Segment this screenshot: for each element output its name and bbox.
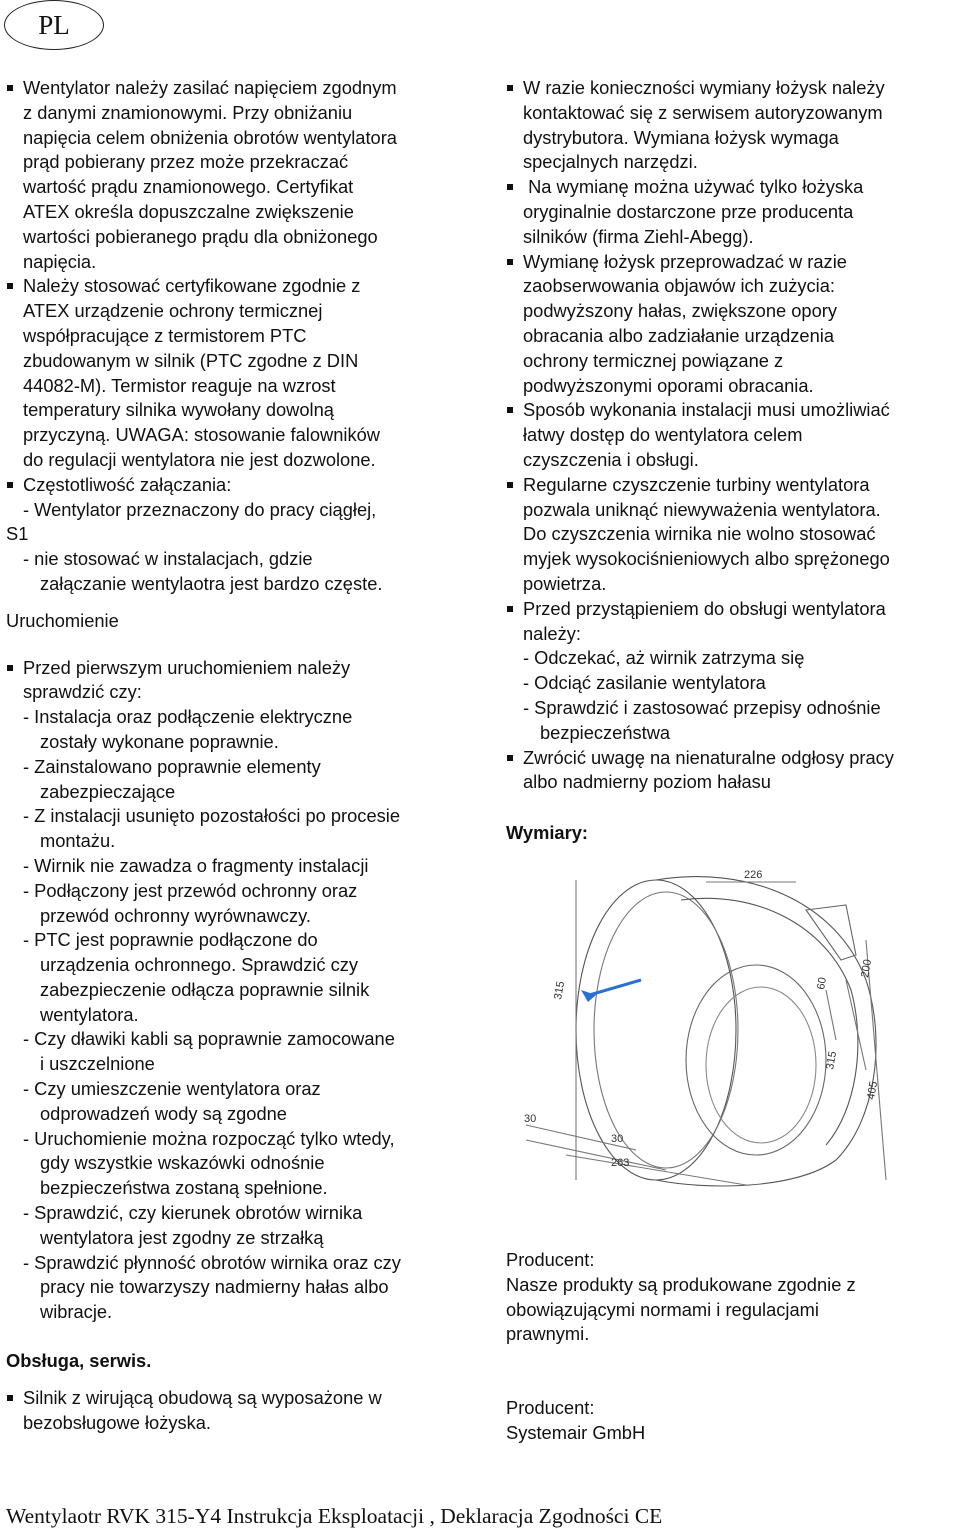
voltage-bullet: Wentylator należy zasilać napięciem zgodnym z danymi znamionowymi. Przy obniżaniu napięcia celem obniżenia obrotów wentylatora prąd pobierany przez może przekraczać wartość prądu znamionowego. Certyfikat ATEX określa dopuszczalne zwiększenie wartości pobieranego prądu dla obniżonego napięcia. xyxy=(6,76,484,274)
page-footer: Wentylaotr RVK 315-Y4 Instrukcja Eksploatacji , Deklaracja Zgodności CE xyxy=(6,1504,663,1528)
producer-compliance: Producent: Nasze produkty są produkowane zgodnie z obowiązującymi normami i regulacjami prawnymi. xyxy=(506,1249,856,1345)
dim-label-3: 60 xyxy=(815,976,830,991)
startup-check-6: - PTC jest poprawnie podłączone do urządzenia ochronnego. Sprawdzić czy zabezpieczenie odłącza poprawnie silnik wentylatora. xyxy=(23,929,370,1025)
section-title-dimensions: Wymiary: xyxy=(506,822,588,844)
startup-check-9: - Uruchomienie można rozpocząć tylko wtedy, gdy wszystkie wskazówki odnośnie bezpieczeństwa zostaną spełnione. xyxy=(23,1127,395,1199)
startup-check-8: - Czy umieszczenie wentylatora oraz odprowadzeń wody są zgodne xyxy=(23,1078,321,1124)
dim-label-1: 226 xyxy=(744,869,763,881)
fan-dimension-drawing xyxy=(506,860,926,1200)
dim-label-8: 30 xyxy=(611,1133,624,1145)
cleaning-bullet: Regularne czyszczenie turbiny wentylatora pozwala uniknąć niewyważenia wentylatora. Do czyszczenia wirnika nie wolno stosować myjek wysokociśnieniowych albo sprężonego powietrza. xyxy=(506,473,958,597)
switching-frequency-bullet: Częstotliwość załączania: - Wentylator przeznaczony do pracy ciągłej, S1 - nie stosować w instalacjach, gdzie załączanie wentylaotra jest bardzo częste. xyxy=(6,473,484,597)
right-column xyxy=(506,76,958,846)
startup-bullet: Przed pierwszym uruchomieniem należy sprawdzić czy: - Instalacja oraz podłączenie elektryczne zostały wykonane poprawnie. - Zainstalowano poprawnie elementy zabezpieczające - Z instalacji usunięto pozostałości po procesie montażu. - Wirnik nie zawadza o fragmenty instalacji - Podłączony jest przewód ochronny oraz przewód ochronny wyrównawczy. - PTC jest poprawnie podłączone do urządzenia ochronnego. Sprawdzić czy zabezpieczenie odłącza poprawnie silnik wentylatora. - Czy dławiki kabli są poprawnie zamocowane i uszczelnione - Czy umieszczenie wentylatora oraz odprowadzeń wody są zgodne - Uruchomienie można rozpocząć tylko wtedy, gdy wszystkie wskazówki odnośnie bezpieczeństwa zostaną spełnione. - Sprawdzić, czy kierunek obrotów wirnika wentylatora jest zgodny ze strzałką - Sprawdzić płynność obrotów wirnika oraz czy pracy nie towarzyszy nadmierny hałas albo wibracje. xyxy=(6,656,484,1326)
dim-label-7: 30 xyxy=(524,1113,537,1125)
startup-check-1: - Instalacja oraz podłączenie elektryczne zostały wykonane poprawnie. xyxy=(23,706,353,752)
startup-check-2: - Zainstalowano poprawnie elementy zabezpieczające xyxy=(23,755,321,802)
dim-label-5: 315 xyxy=(824,1050,840,1071)
service-list xyxy=(6,1386,484,1436)
maintenance-list xyxy=(506,76,958,795)
dim-label-2: 315 xyxy=(552,980,568,1001)
before-service-bullet: Przed przystąpieniem do obsługi wentylatora należy: - Odczekać, aż wirnik zatrzyma się - Odciąć zasilanie wentylatora - Sprawdzić i zastosować przepisy odnośnie bezpieczeństwa xyxy=(506,597,958,746)
dim-label-9: 263 xyxy=(611,1157,630,1169)
language-badge: PL xyxy=(4,0,104,50)
section-title-service: Obsługa, serwis. xyxy=(6,1350,152,1372)
bearings-bullet: Silnik z wirującą obudową są wyposażone w bezobsługowe łożyska. xyxy=(6,1386,484,1436)
startup-check-5: - Podłączony jest przewód ochronny oraz przewód ochronny wyrównawczy. xyxy=(23,879,358,926)
startup-check-4: - Wirnik nie zawadza o fragmenty instalacji xyxy=(23,854,369,876)
noise-bullet: Zwrócić uwagę na nienaturalne odgłosy pracy albo nadmierny poziom hałasu xyxy=(506,746,958,796)
startup-check-7: - Czy dławiki kabli są poprawnie zamocowane i uszczelnione xyxy=(23,1028,395,1075)
electrical-list xyxy=(6,76,484,597)
bearing-replacement-bullet: W razie konieczności wymiany łożysk należy kontaktować się z serwisem autoryzowanym dystrybutora. Wymiana łożysk wymaga specjalnych narzędzi. xyxy=(506,76,958,175)
startup-check-11: - Sprawdzić płynność obrotów wirnika oraz czy pracy nie towarzyszy nadmierny hałas albo wibracje. xyxy=(23,1251,401,1323)
startup-check-10: - Sprawdzić, czy kierunek obrotów wirnika wentylatora jest zgodny ze strzałką xyxy=(23,1202,363,1248)
dim-label-6: 405 xyxy=(865,1080,881,1101)
thermal-protection-bullet: Należy stosować certyfikowane zgodnie z ATEX urządzenie ochrony termicznej współpracujące z termistorem PTC zbudowanym w silnik (PTC zgodne z DIN 44082-M). Termistor reaguje na wzrost temperatury silnika wywołany dowolną przyczyną. UWAGA: stosowanie falowników do regulacji wentylatora nie jest dozwolone. xyxy=(6,274,484,472)
original-bearings-bullet: Na wymianę można używać tylko łożyska oryginalnie dostarczone prze producenta silników (firma Ziehl-Abegg). xyxy=(506,175,958,249)
installation-access-bullet: Sposób wykonania instalacji musi umożliwiać łatwy dostęp do wentylatora celem czyszczenia i obsługi. xyxy=(506,398,958,472)
left-column xyxy=(6,76,484,1435)
startup-list xyxy=(6,656,484,1326)
section-title-startup: Uruchomienie xyxy=(6,609,119,631)
startup-check-3: - Z instalacji usunięto pozostałości po procesie montażu. xyxy=(23,805,400,852)
wear-symptoms-bullet: Wymianę łożysk przeprowadzać w razie zaobserwowania objawów ich zużycia: podwyższony hałas, zwiększone opory obracania albo zadziałanie urządzenia ochrony termicznej powiązane z podwyższonymi oporami obracania. xyxy=(506,250,958,399)
dim-label-4: 200 xyxy=(859,958,875,979)
producer-name: Producent: Systemair GmbH xyxy=(506,1397,646,1443)
